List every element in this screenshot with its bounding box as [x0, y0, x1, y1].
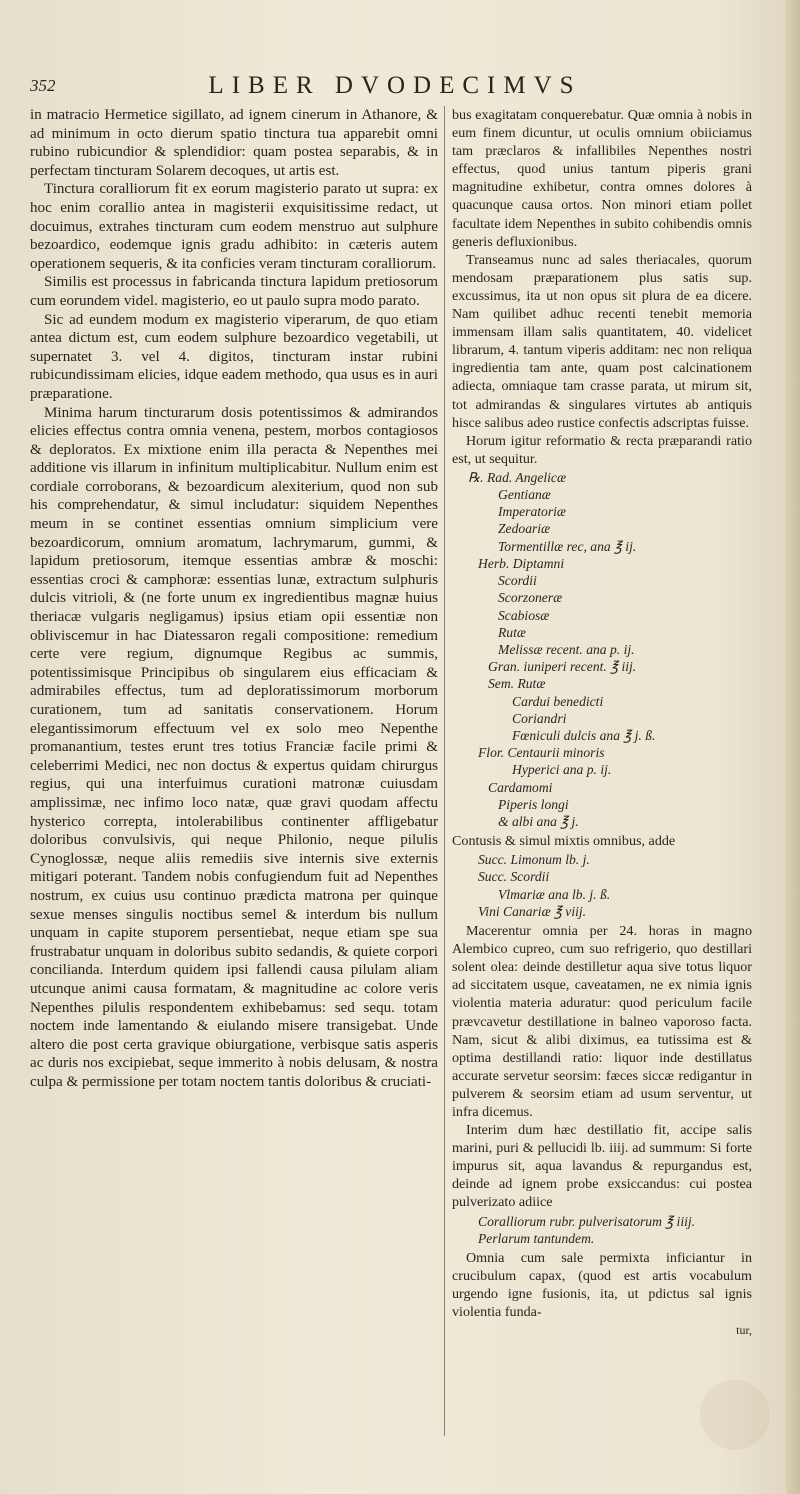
right-paragraph-7: Omnia cum sale permixta inficiantur in crucibulum capax, (quod est artis vocabulum urgendo igne fusionis, ita, ut pdictus sal ignis violentia funda-: [452, 1249, 752, 1321]
recipe-line: Vini Canariæ ℥ viij.: [478, 903, 587, 919]
recipe-line: Cardui benedicti: [512, 693, 604, 709]
recipe-line: & albi ana ℥ j.: [498, 813, 579, 829]
right-paragraph-2: Transeamus nunc ad sales theriacales, quorum mendosam præparationem plus satis sup. excussimus, ita ut non opus sit plura de ea dicere. Nam quilibet adhuc recenti tenebit memoria immensam illam salis quantitatem, 40. videlicet librarum, 4. tantum viperis additam: nec non reliqua ingredientia tam ante, quam post calcinationem adiecta, omniaque tam crasse parata, ut mirum sit, tot admirandas & singulares virtutes ab antiquis hisce salibus adeo rustice confectis adscriptas fuisse.: [452, 251, 752, 431]
left-paragraph-4: Sic ad eundem modum ex magisterio viperarum, de quo etiam antea dictum est, cum eodem sulphure bezoardico vegetabili, ut supernatet 3. vel 4. digitos, tincturam instar rubini rubicundissimam elicies, idque eadem methodo, qua usus es in auri præparatione.: [30, 311, 438, 402]
recipe-line: Coriandri: [512, 710, 567, 726]
left-column: [30, 106, 438, 1466]
recipe-line: Rutæ: [498, 624, 526, 640]
recipe-line: Melissæ recent. ana p. ij.: [498, 641, 635, 657]
recipe-list-1: [452, 469, 752, 830]
recipe-line: Herb. Diptamni: [478, 555, 565, 571]
left-paragraph-2: Tinctura coralliorum fit ex eorum magisterio parato ut supra: ex hoc enim corallio antea in magisterii exquisitissime redact, ut docuimus, extrahes tincturam cum eodem menstruo aut sulphure bezoardico, eodemque ignis gradu adhibito: in cæteris autem operationem sequeris, & ita conficies veram tincturam coralliorum.: [30, 181, 438, 272]
recipe-line: Tormentillæ rec, ana ℥ ij.: [498, 538, 637, 554]
recipe-line: Vlmariæ ana lb. j. ß.: [498, 886, 611, 902]
recipe-line: Succ. Scordii: [478, 869, 550, 885]
right-paragraph-1: bus exagitatam conquerebatur. Quæ omnia à nobis in eum finem dicuntur, ut oculis omnium obiiciamus tam præclaros & infallibiles Nepenthes nostri effectus, quod unius tantum piperis grani magnitudine exhibetur, contra omnes dolores à quacunque causa ortos. Non minori etiam pollet facultate idem Nepenthes in subito cohibendis omnis generis defluxionibus.: [452, 107, 752, 250]
left-paragraph-1: in matracio Hermetice sigillato, ad ignem cinerum in Athanore, & ad minimum in octo dierum spatio tinctura tua apparebit omni rubino rubicundior & splendidior: quam postea separabis, & in perfectam tincturam Solarem decoques, ut artis est.: [30, 107, 438, 179]
page-number: 352: [30, 76, 56, 95]
recipe-line: Gran. iuniperi recent. ℥ iij.: [488, 659, 637, 675]
right-paragraph-4: Contusis & simul mixtis omnibus, adde: [452, 833, 676, 850]
recipe-line: Scorzoneræ: [498, 590, 563, 606]
recipe-line: Piperis longi: [498, 796, 569, 812]
recipe-line: Succ. Limonum lb. j.: [478, 852, 590, 868]
recipe-line: Fœniculi dulcis ana ℥ j. ß.: [512, 727, 656, 743]
recipe-line: Perlarum tantundem.: [478, 1230, 595, 1246]
catchword: tur,: [736, 1323, 752, 1338]
recipe-line: Hyperici ana p. ij.: [512, 762, 612, 778]
recipe-line: Sem. Rutæ: [488, 676, 546, 692]
recipe-line: Scordii: [498, 573, 537, 589]
paper-stain: [700, 1380, 770, 1450]
recipe-list-2: [452, 851, 752, 920]
recipe-line: Coralliorum rubr. pulverisatorum ℥ iiij.: [478, 1213, 696, 1229]
right-paragraph-6: Interim dum hæc destillatio fit, accipe salis marini, puri & pellucidi lb. iiij. ad summum: Si forte impurus sit, aqua lavandus & repurgandus est, deinde ad ignem probe exsiccandus: cui postea pulverizato adiice: [452, 1122, 752, 1211]
recipe-line: Gentianæ: [498, 487, 551, 503]
recipe-line: Zedoariæ: [498, 521, 551, 537]
right-paragraph-3: Horum igitur reformatio & recta præparandi ratio est, ut sequitur.: [452, 432, 752, 467]
right-paragraph-5: Macerentur omnia per 24. horas in magno Alembico cupreo, cum suo refrigerio, quo destillari solent olea: deinde destilletur aqua sive totus liquor ad siccitatem usque, caveatamen, ne ex nimia ignis violentia materia aduratur: quod periculum facile prævcavetur destillatione in balneo vaporoso facta. Nam, sicut & alibi diximus, ea tutissima est & optima destillandi ratio: liquor inde destillatus accurate servetur seorsim: fæces siccæ redigantur in pulverem & seorsim etiam ad usum serventur, ut infra dicemus.: [452, 923, 752, 1120]
page-edge: [786, 0, 800, 1494]
left-paragraph-3: Similis est processus in fabricanda tinctura lapidum pretiosorum cum eorundem videl. magisterio, eo ut paulo supra modo parato.: [30, 274, 438, 309]
recipe-line: ℞. Rad. Angelicæ: [468, 469, 567, 485]
recipe-line: Scabiosæ: [498, 607, 550, 623]
left-paragraph-5: Minima harum tincturarum dosis potentissimos & admirandos elicies effectus contra omnia venena, pestem, morbos contagiosos & deploratos. Ex mixtione enim illa peracta & Nepenthes mei additione vis illarum in infinitum multiplicabitur. Nullum enim est cordiale corroborans, & bezoardicum alexiterium, quod non sub his comprehendatur, & simul includatur: siquidem Nepenthes meum in se continet essentias omnium simplicium vere bezoardicorum, omnium aromatum, lachrymarum, gummi, & lapidum pretiosorum, itemque essentias ambræ & moschi: essentias croci & camphoræ: essentias lunæ, extractum sulphuris dulcis vitrioli, & (ne forte unum ex ingredientibus magnæ huius theriacæ vulgaris negligamus) ipsius etiam opii essentiæ non obliviscemur in hac Diatessaron regali compositione: remedium certe vere regium, dignumque Regibus ac summis, potentissimisque Principibus ob singularem eius efficaciam & admirabiles effectus, tum ad deploratissimorum morborum curationem, tum ad sanitatis conservationem. Horum elegantissimorum effectuum vel ex solo meo Nepenthe promanantium, testes erunt tres totius Franciæ facile primi & celeberrimi Medici, nec non doctus & expertus quidam chirurgus regius, qui una interfuimus curationi matronæ cuiusdam amplissimæ, nec infimo loco natæ, quæ gravi quodam affectu hysterico correpta, intolerabilibus continenter affligebatur doloribus convulsivis, qui neque Philonio, neque pilulis Cynoglossæ, neque aliis remediis sive internis sive externis mitigari poterant. Tandem nobis confugiendum fuit ad Nepenthes nostrum, ex cuius usu continuo prædicta matrona per quinque sexue menses singulis noctibus semel & interdum bis nullum unquam in capite stuporem persentiebat, neque etiam spe sua frustrabatur unquam in doloribus subito sedandis, & quiete corpori concilianda. Interdum quidem ipsi fallendi causa pilulam aliam utcunque animi causa formatam, & magnitudine ac colore veris Nepenthes pilulis respondentem exhibebamus: sed sequ. totam noctem inde lamentando & eiulando misere transigebat. Unde altero die post certa gravique obiurgatione, verbisque satis asperis ac duris nos excipiebat, seque immerito à nobis delusam, & nostra culpa & permissione per totam noctem tantis doloribus & cruciati-: [30, 404, 438, 1090]
right-column: [452, 106, 752, 1486]
column-divider: [444, 106, 445, 1436]
recipe-line: Flor. Centaurii minoris: [478, 745, 605, 761]
recipe-line: Cardamomi: [488, 779, 553, 795]
running-head: LIBER DVODECIMVS: [208, 72, 582, 99]
page-header: [30, 72, 760, 104]
recipe-list-3: [452, 1213, 752, 1247]
recipe-line: Imperatoriæ: [498, 504, 566, 520]
